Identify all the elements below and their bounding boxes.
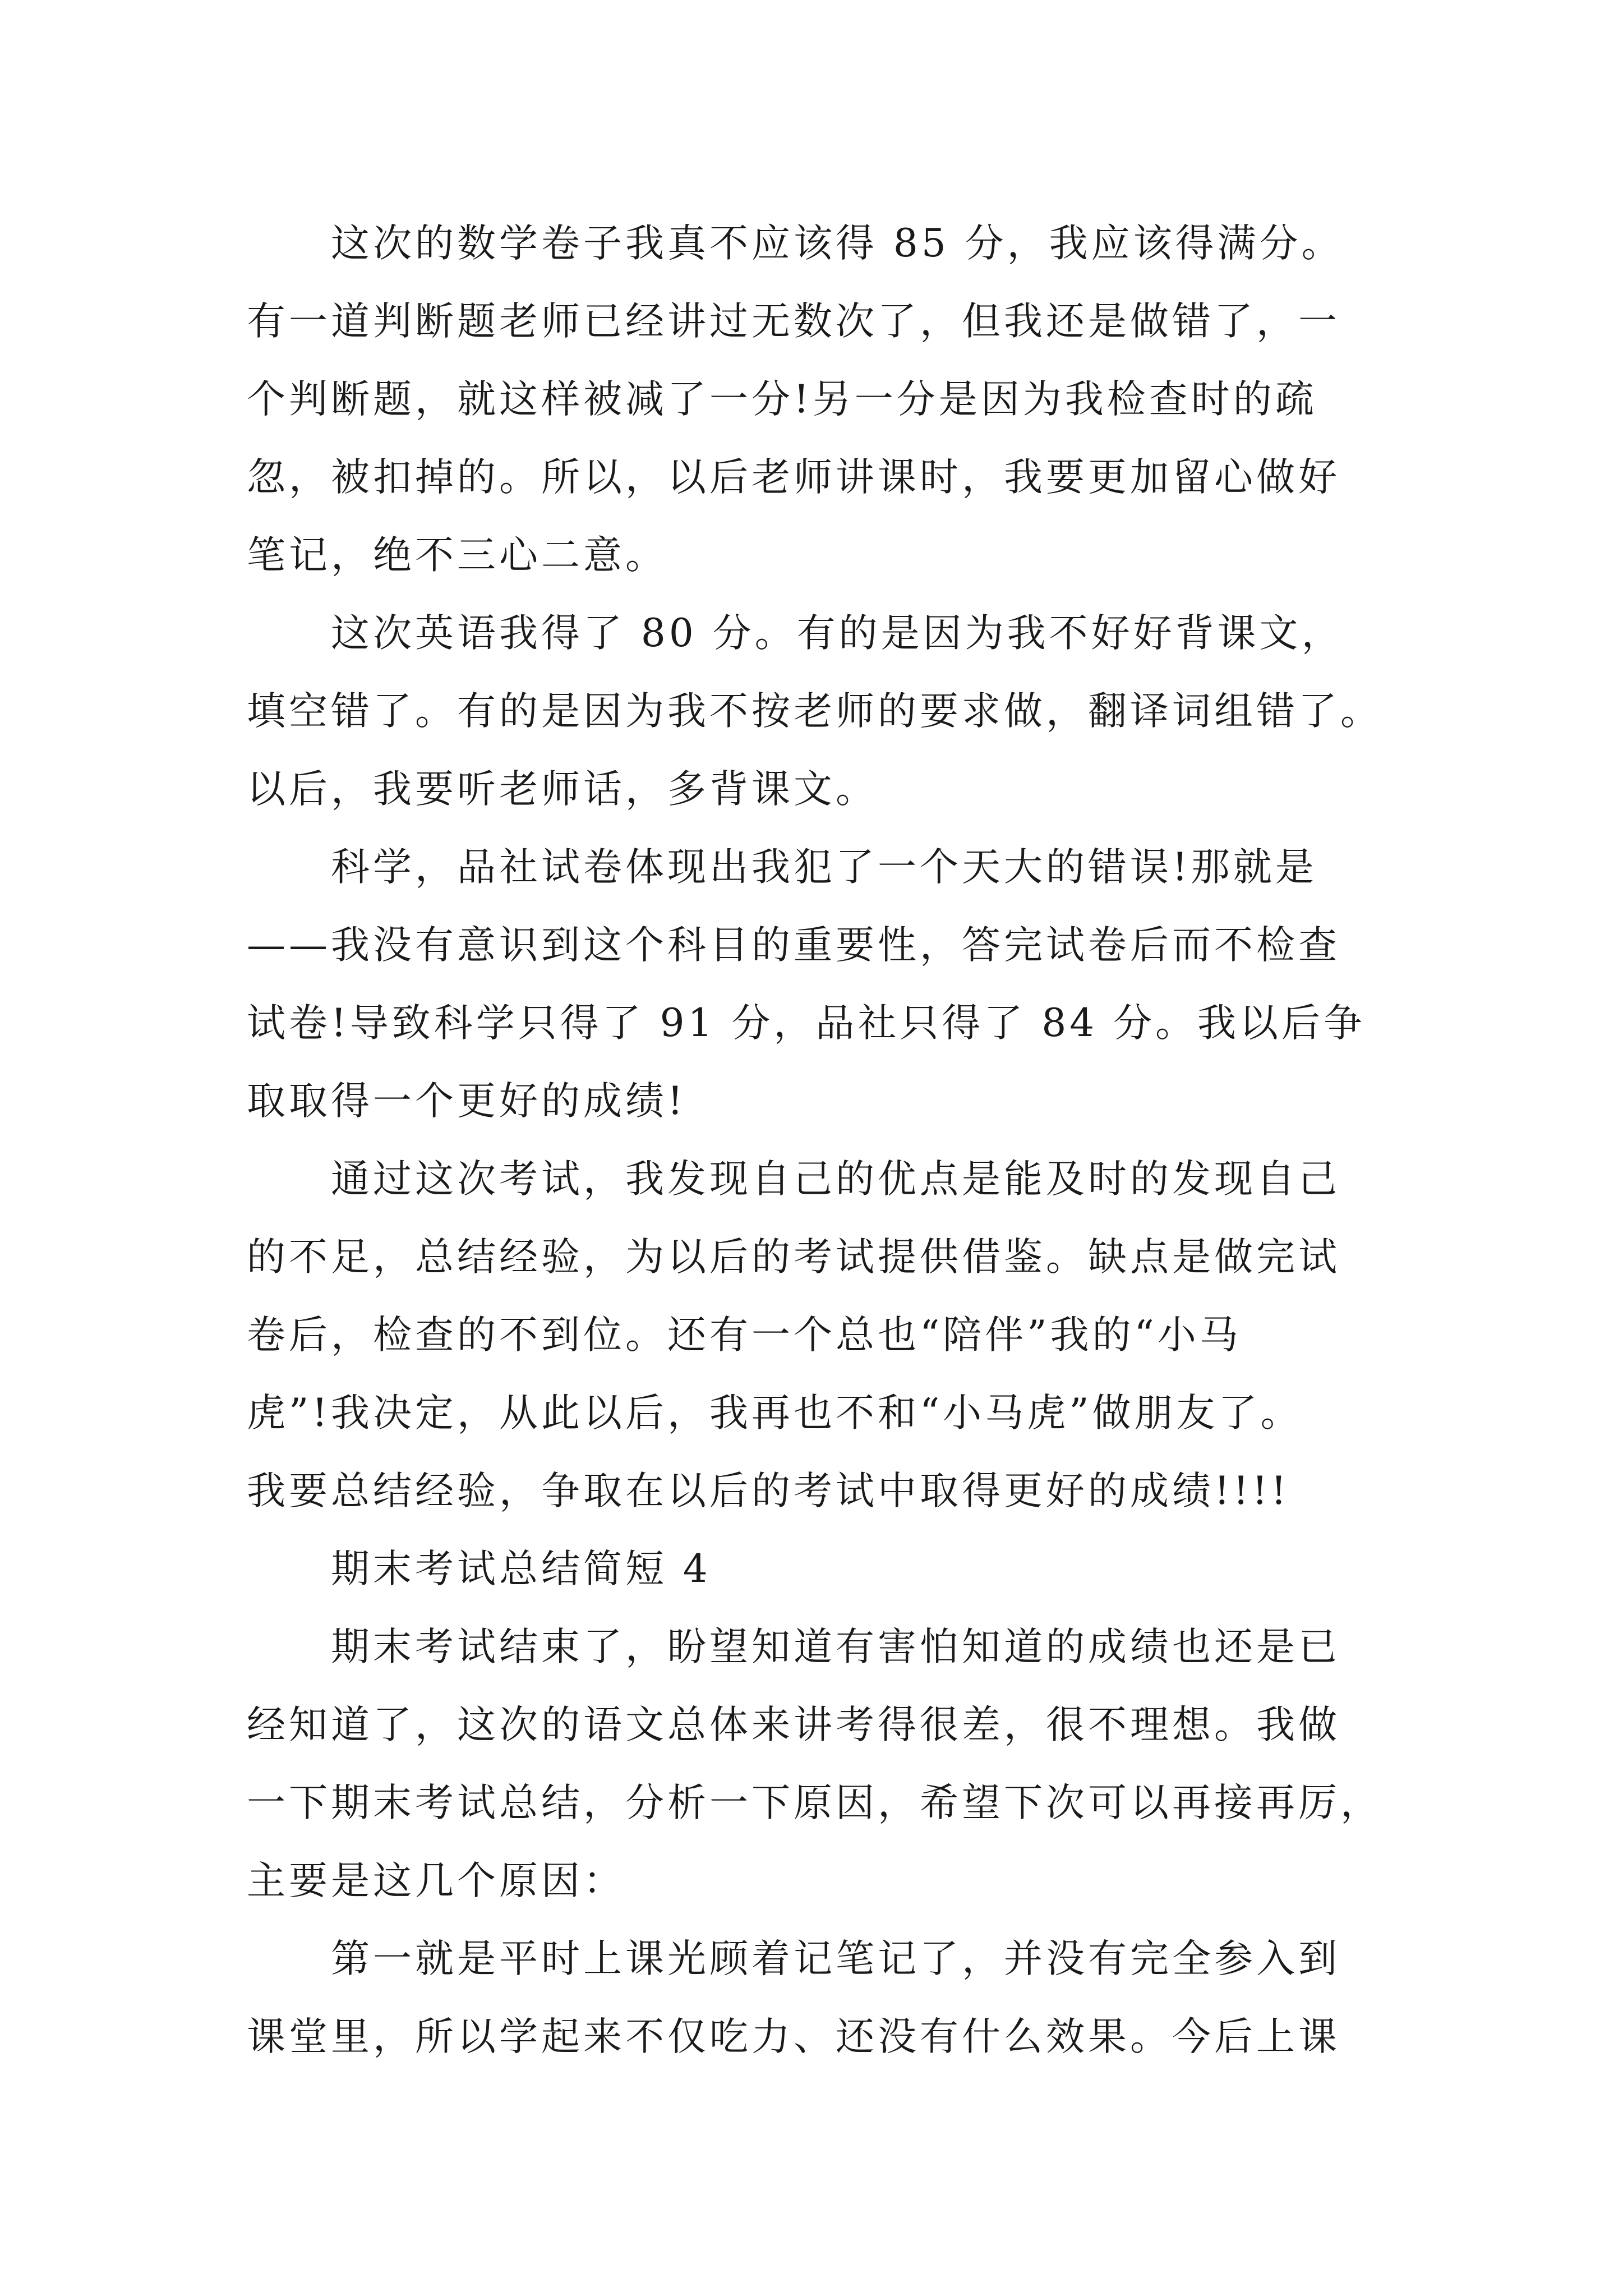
- text-line: 经知道了，这次的语文总体来讲考得很差，很不理想。我做: [247, 1703, 1340, 1747]
- text-line: 这次英语我得了 80 分。有的是因为我不好好背课文，: [331, 611, 1344, 656]
- text-line: 这次的数学卷子我真不应该得 85 分，我应该得满分。: [331, 221, 1344, 266]
- text-line: 主要是这几个原因：: [247, 1858, 625, 1903]
- text-line: 有一道判断题老师已经讲过无数次了，但我还是做错了，一: [247, 299, 1340, 344]
- text-line: 取取得一个更好的成绩!: [247, 1079, 686, 1124]
- text-line: 的不足，总结经验，为以后的考试提供借鉴。缺点是做完试: [247, 1235, 1340, 1280]
- document-body: [247, 205, 1382, 2076]
- text-line: 通过这次考试，我发现自己的优点是能及时的发现自己: [331, 1157, 1340, 1202]
- paragraph-math: [247, 205, 1382, 595]
- text-line: 课堂里，所以学起来不仅吃力、还没有什么效果。今后上课: [247, 2014, 1340, 2059]
- text-line: 笔记，绝不三心二意。: [247, 533, 667, 578]
- text-line: 期末考试结束了，盼望知道有害怕知道的成绩也还是已: [331, 1625, 1340, 1669]
- paragraph-science: [247, 829, 1382, 1140]
- section-title: 期末考试总结简短 4: [331, 1547, 711, 1591]
- paragraph-english: [247, 595, 1382, 829]
- section-heading: [247, 1530, 1382, 1608]
- text-line: 卷后，检查的不到位。还有一个总也“陪伴”我的“小马: [247, 1313, 1242, 1358]
- text-line: 我要总结经验，争取在以后的考试中取得更好的成绩!!!!: [247, 1469, 1290, 1513]
- text-line: 科学，品社试卷体现出我犯了一个天大的错误!那就是: [331, 845, 1317, 890]
- text-line: 填空错了。有的是因为我不按老师的要求做，翻译词组错了。: [247, 689, 1382, 734]
- text-line: 第一就是平时上课光顾着记笔记了，并没有完全参入到: [331, 1936, 1340, 1981]
- paragraph-reflection: [247, 1140, 1382, 1530]
- paragraph-reason-one: [247, 1920, 1382, 2076]
- text-line: 以后，我要听老师话，多背课文。: [247, 767, 878, 812]
- text-line: 虎”!我决定，从此以后，我再也不和“小马虎”做朋友了。: [247, 1391, 1303, 1435]
- text-line: 个判断题，就这样被减了一分!另一分是因为我检查时的疏: [247, 377, 1317, 422]
- text-line: 忽，被扣掉的。所以，以后老师讲课时，我要更加留心做好: [247, 455, 1340, 500]
- paragraph-final-exam: [247, 1608, 1382, 1920]
- text-line: ——我没有意识到这个科目的重要性，答完试卷后而不检查: [247, 923, 1340, 968]
- text-line: 试卷!导致科学只得了 91 分，品社只得了 84 分。我以后争: [247, 1001, 1366, 1046]
- text-line: 一下期末考试总结，分析一下原因，希望下次可以再接再厉，: [247, 1780, 1382, 1825]
